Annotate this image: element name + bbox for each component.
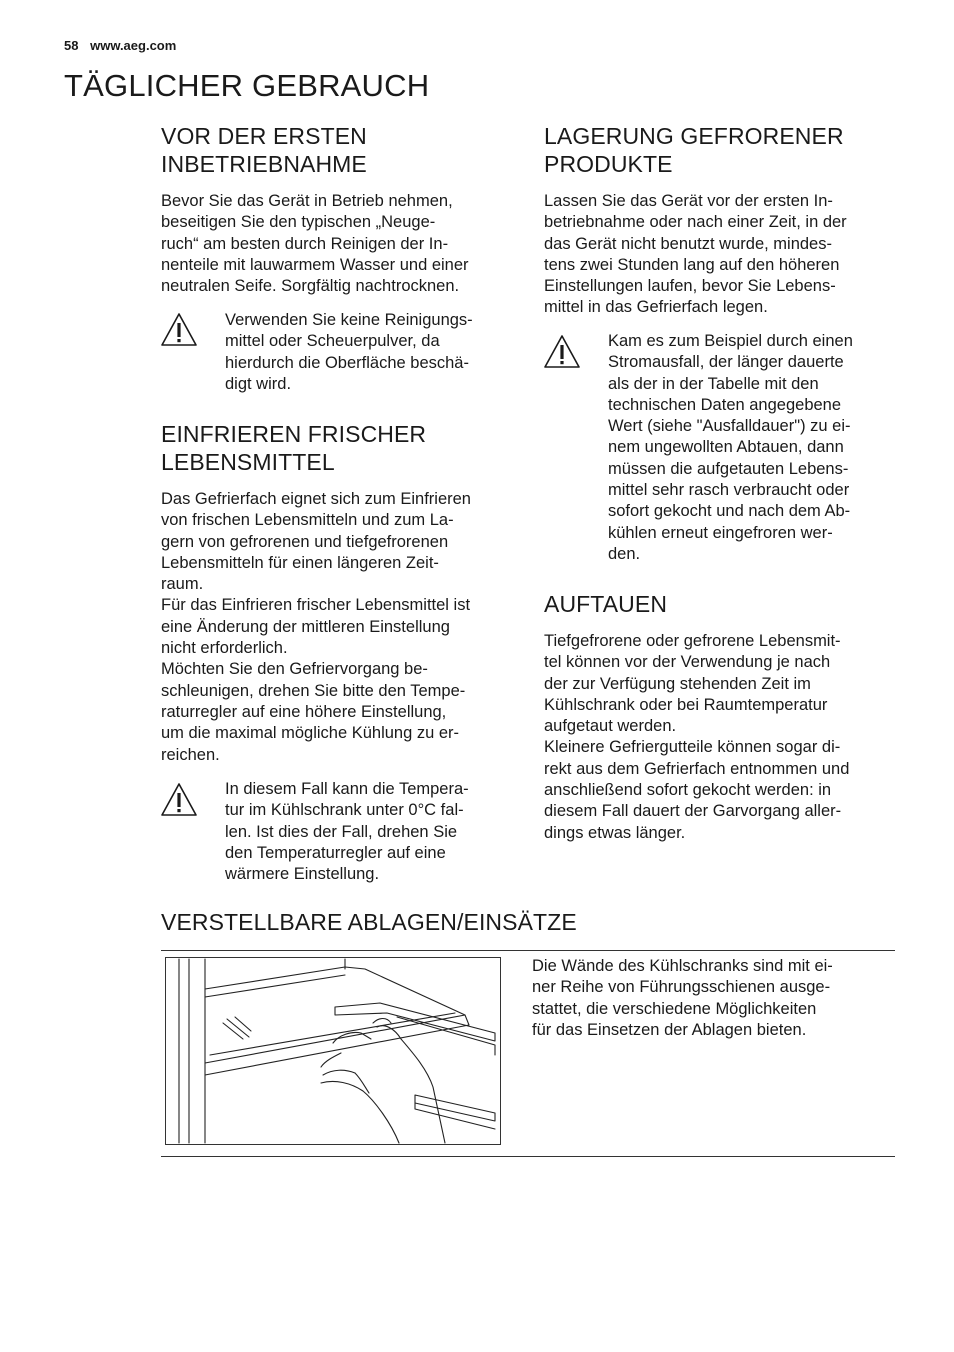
first-use-warning: Verwenden Sie keine Reinigungs- mittel oder Scheuerpulver, da hierdurch die Oberfläche beschä- digt wird. (225, 311, 473, 393)
shelf-insertion-illustration (165, 957, 501, 1145)
storage-body: Lassen Sie das Gerät vor der ersten In- betriebnahme oder nach einer Zeit, in der das Gerät nicht benutzt wurde, mindes- tens zwei Stunden lang auf den höheren Einstellungen laufen, bevor Sie Lebens- mittel in das Gefrierfach legen. (544, 192, 847, 317)
header-url: www.aeg.com (90, 38, 177, 53)
section-top-rule (161, 950, 895, 951)
shelves-body: Die Wände des Kühlschranks sind mit ei- ner Reihe von Führungsschienen ausge- stattet, die verschiedene Möglichkeiten für das Einsetzen der Ablagen bieten. (532, 957, 833, 1039)
first-use-body: Bevor Sie das Gerät in Betrieb nehmen, beseitigen Sie den typischen „Neuge- ruch“ am besten durch Reinigen der In- nenteile mit lauwarmem Wasser und einer neutralen Seife. Sorgfältig nachtrocknen. (161, 192, 469, 296)
page-number: 58 (64, 38, 79, 53)
section-heading-freezing: EINFRIEREN FRISCHER LEBENSMITTEL (161, 421, 427, 475)
section-heading-shelves: VERSTELLBARE ABLAGEN/EINSÄTZE (161, 909, 577, 935)
section-bottom-rule (161, 1156, 895, 1157)
warning-triangle-icon (160, 312, 198, 348)
section-heading-first-use: VOR DER ERSTEN INBETRIEBNAHME (161, 123, 367, 177)
section-heading-thawing: AUFTAUEN (544, 591, 668, 617)
warning-triangle-icon (543, 334, 581, 370)
thawing-body: Tiefgefrorene oder gefrorene Lebensmit- tel können vor der Verwendung je nach der zur Verfügung stehenden Zeit im Kühlschrank oder bei Raumtemperatur aufgetaut werden. Kleinere Gefriergutteile können sogar di- rekt aus dem Gefrierfach entnommen und anschließend sofort gekocht werden: in diesem Fall dauert der Garvorgang aller- dings etwas länger. (544, 632, 850, 842)
freezing-warning: In diesem Fall kann die Tempera- tur im Kühlschrank unter 0°C fal- len. Ist dies der Fall, drehen Sie den Temperaturregler auf eine wärmere Einstellung. (225, 780, 469, 884)
freezing-body: Das Gefrierfach eignet sich zum Einfrieren von frischen Lebensmitteln und zum La- gern von gefrorenen und tiefgefrorenen Lebensmitteln für einen längeren Zeit- raum. Für das Einfrieren frischer Lebensmittel ist eine Änderung der mittleren Einstellung nicht erforderlich. Möchten Sie den Gefriervorgang be- schleunigen, drehen Sie bitte den Tempe- raturregler auf eine höhere Einstellung, um die maximal mögliche Kühlung zu er- reichen. (161, 490, 471, 764)
warning-triangle-icon (160, 782, 198, 818)
storage-warning: Kam es zum Beispiel durch einen Stromausfall, der länger dauerte als der in der Tabelle mit den technischen Daten angegebene Wert (siehe "Ausfalldauer") zu ei- nem ungewollten Abtauen, dann müssen die aufgetauten Lebens- mittel sehr rasch verbraucht oder sofort gekocht und nach dem Ab- kühlen erneut eingefroren wer- den. (608, 332, 853, 563)
page-header (64, 38, 176, 53)
section-heading-storage: LAGERUNG GEFRORENER PRODUKTE (544, 123, 844, 177)
page-title: TÄGLICHER GEBRAUCH (64, 68, 430, 103)
